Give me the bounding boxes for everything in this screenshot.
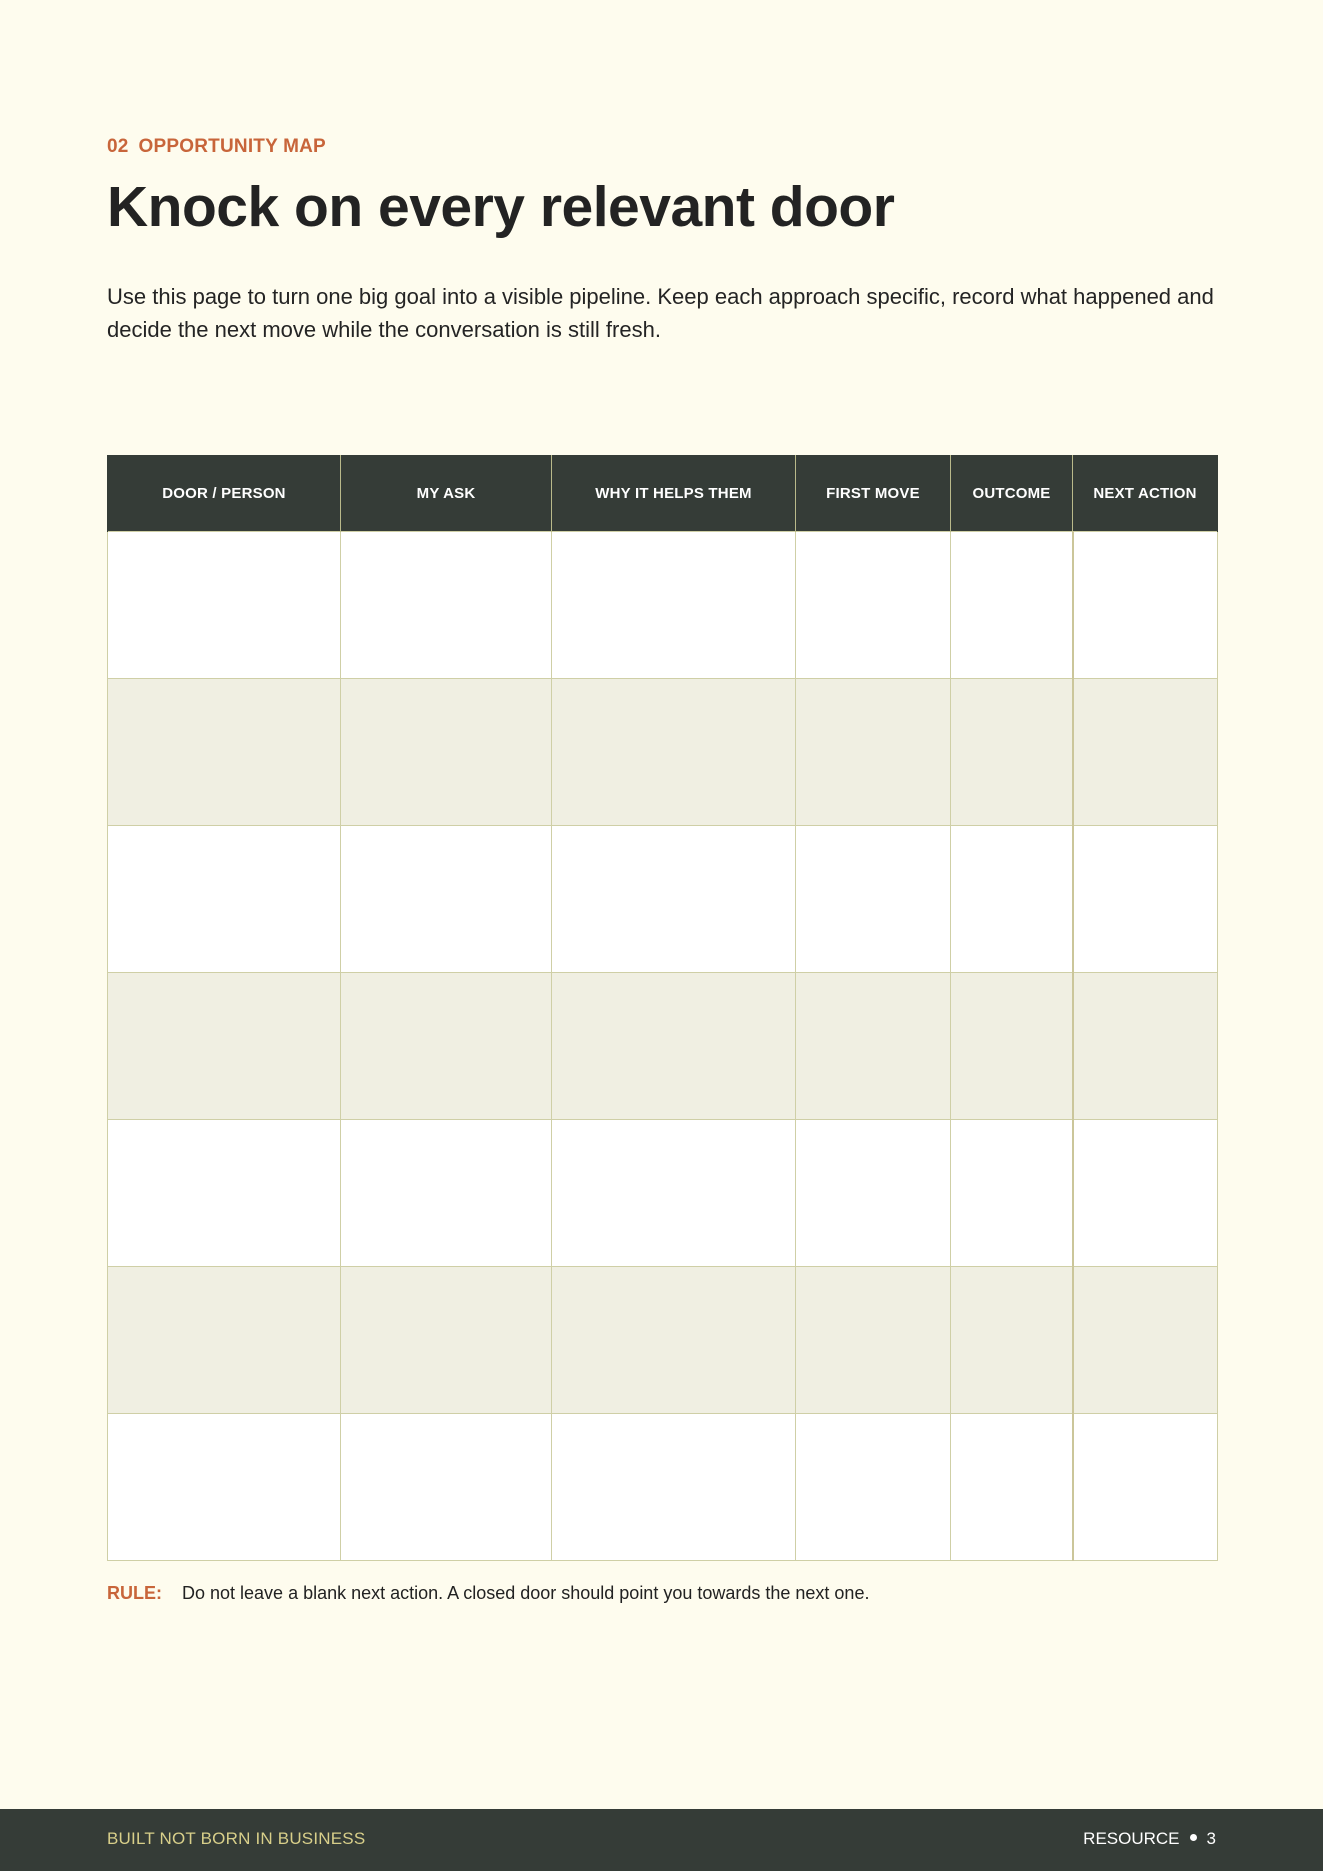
column-header-outcome: OUTCOME [951,455,1073,532]
section-kicker [107,136,326,158]
column-header-next-action: NEXT ACTION [1073,455,1218,532]
cell-outcome[interactable] [951,532,1073,679]
cell-my-ask[interactable] [341,826,552,973]
cell-my-ask[interactable] [341,1414,552,1561]
rule-text: Do not leave a blank next action. A closed door should point you towards the next one. [182,1583,870,1603]
cell-next-action[interactable] [1073,973,1218,1120]
page-number: 3 [1206,1829,1216,1848]
cell-next-action[interactable] [1073,826,1218,973]
cell-next-action[interactable] [1073,1267,1218,1414]
table-row [108,1414,1218,1561]
table-row [108,532,1218,679]
cell-door-person[interactable] [108,1414,341,1561]
cell-first-move[interactable] [796,826,951,973]
column-header-first-move: FIRST MOVE [796,455,951,532]
cell-first-move[interactable] [796,532,951,679]
table-body [108,532,1218,1561]
cell-door-person[interactable] [108,1120,341,1267]
cell-my-ask[interactable] [341,973,552,1120]
cell-outcome[interactable] [951,1120,1073,1267]
table-row [108,1267,1218,1414]
cell-my-ask[interactable] [341,1120,552,1267]
page-footer [0,1809,1323,1871]
bullet-separator-icon [1190,1834,1197,1841]
page-title: Knock on every relevant door [107,175,895,239]
footer-brand: BUILT NOT BORN IN BUSINESS [107,1829,366,1848]
cell-why-it-helps-them[interactable] [552,826,796,973]
cell-why-it-helps-them[interactable] [552,679,796,826]
footer-page-info [1083,1829,1216,1849]
cell-outcome[interactable] [951,1267,1073,1414]
cell-my-ask[interactable] [341,532,552,679]
cell-why-it-helps-them[interactable] [552,973,796,1120]
table-row [108,973,1218,1120]
cell-why-it-helps-them[interactable] [552,1267,796,1414]
cell-door-person[interactable] [108,532,341,679]
rule-label: RULE: [107,1583,162,1603]
cell-door-person[interactable] [108,973,341,1120]
column-header-door-person: DOOR / PERSON [108,455,341,532]
section-number: 02 [107,136,129,157]
opportunity-table [107,455,1218,1561]
cell-first-move[interactable] [796,1120,951,1267]
footer-section: RESOURCE [1083,1829,1180,1848]
intro-paragraph: Use this page to turn one big goal into a visible pipeline. Keep each approach specific, record what happened and decide the next move while the conversation is still fresh. [107,284,1214,342]
cell-next-action[interactable] [1073,532,1218,679]
cell-outcome[interactable] [951,679,1073,826]
column-header-why-it-helps-them: WHY IT HELPS THEM [552,455,796,532]
cell-next-action[interactable] [1073,1120,1218,1267]
cell-my-ask[interactable] [341,679,552,826]
rule-note [107,1583,869,1604]
section-label: OPPORTUNITY MAP [138,136,326,157]
cell-door-person[interactable] [108,679,341,826]
cell-outcome[interactable] [951,1414,1073,1561]
cell-why-it-helps-them[interactable] [552,1120,796,1267]
cell-my-ask[interactable] [341,1267,552,1414]
cell-outcome[interactable] [951,826,1073,973]
cell-why-it-helps-them[interactable] [552,532,796,679]
cell-next-action[interactable] [1073,1414,1218,1561]
cell-outcome[interactable] [951,973,1073,1120]
cell-next-action[interactable] [1073,679,1218,826]
cell-first-move[interactable] [796,1414,951,1561]
table-row [108,1120,1218,1267]
cell-first-move[interactable] [796,679,951,826]
cell-door-person[interactable] [108,1267,341,1414]
column-header-my-ask: MY ASK [341,455,552,532]
table-row [108,826,1218,973]
table-row [108,679,1218,826]
cell-first-move[interactable] [796,973,951,1120]
cell-door-person[interactable] [108,826,341,973]
cell-why-it-helps-them[interactable] [552,1414,796,1561]
table-header-row [108,455,1218,532]
cell-first-move[interactable] [796,1267,951,1414]
